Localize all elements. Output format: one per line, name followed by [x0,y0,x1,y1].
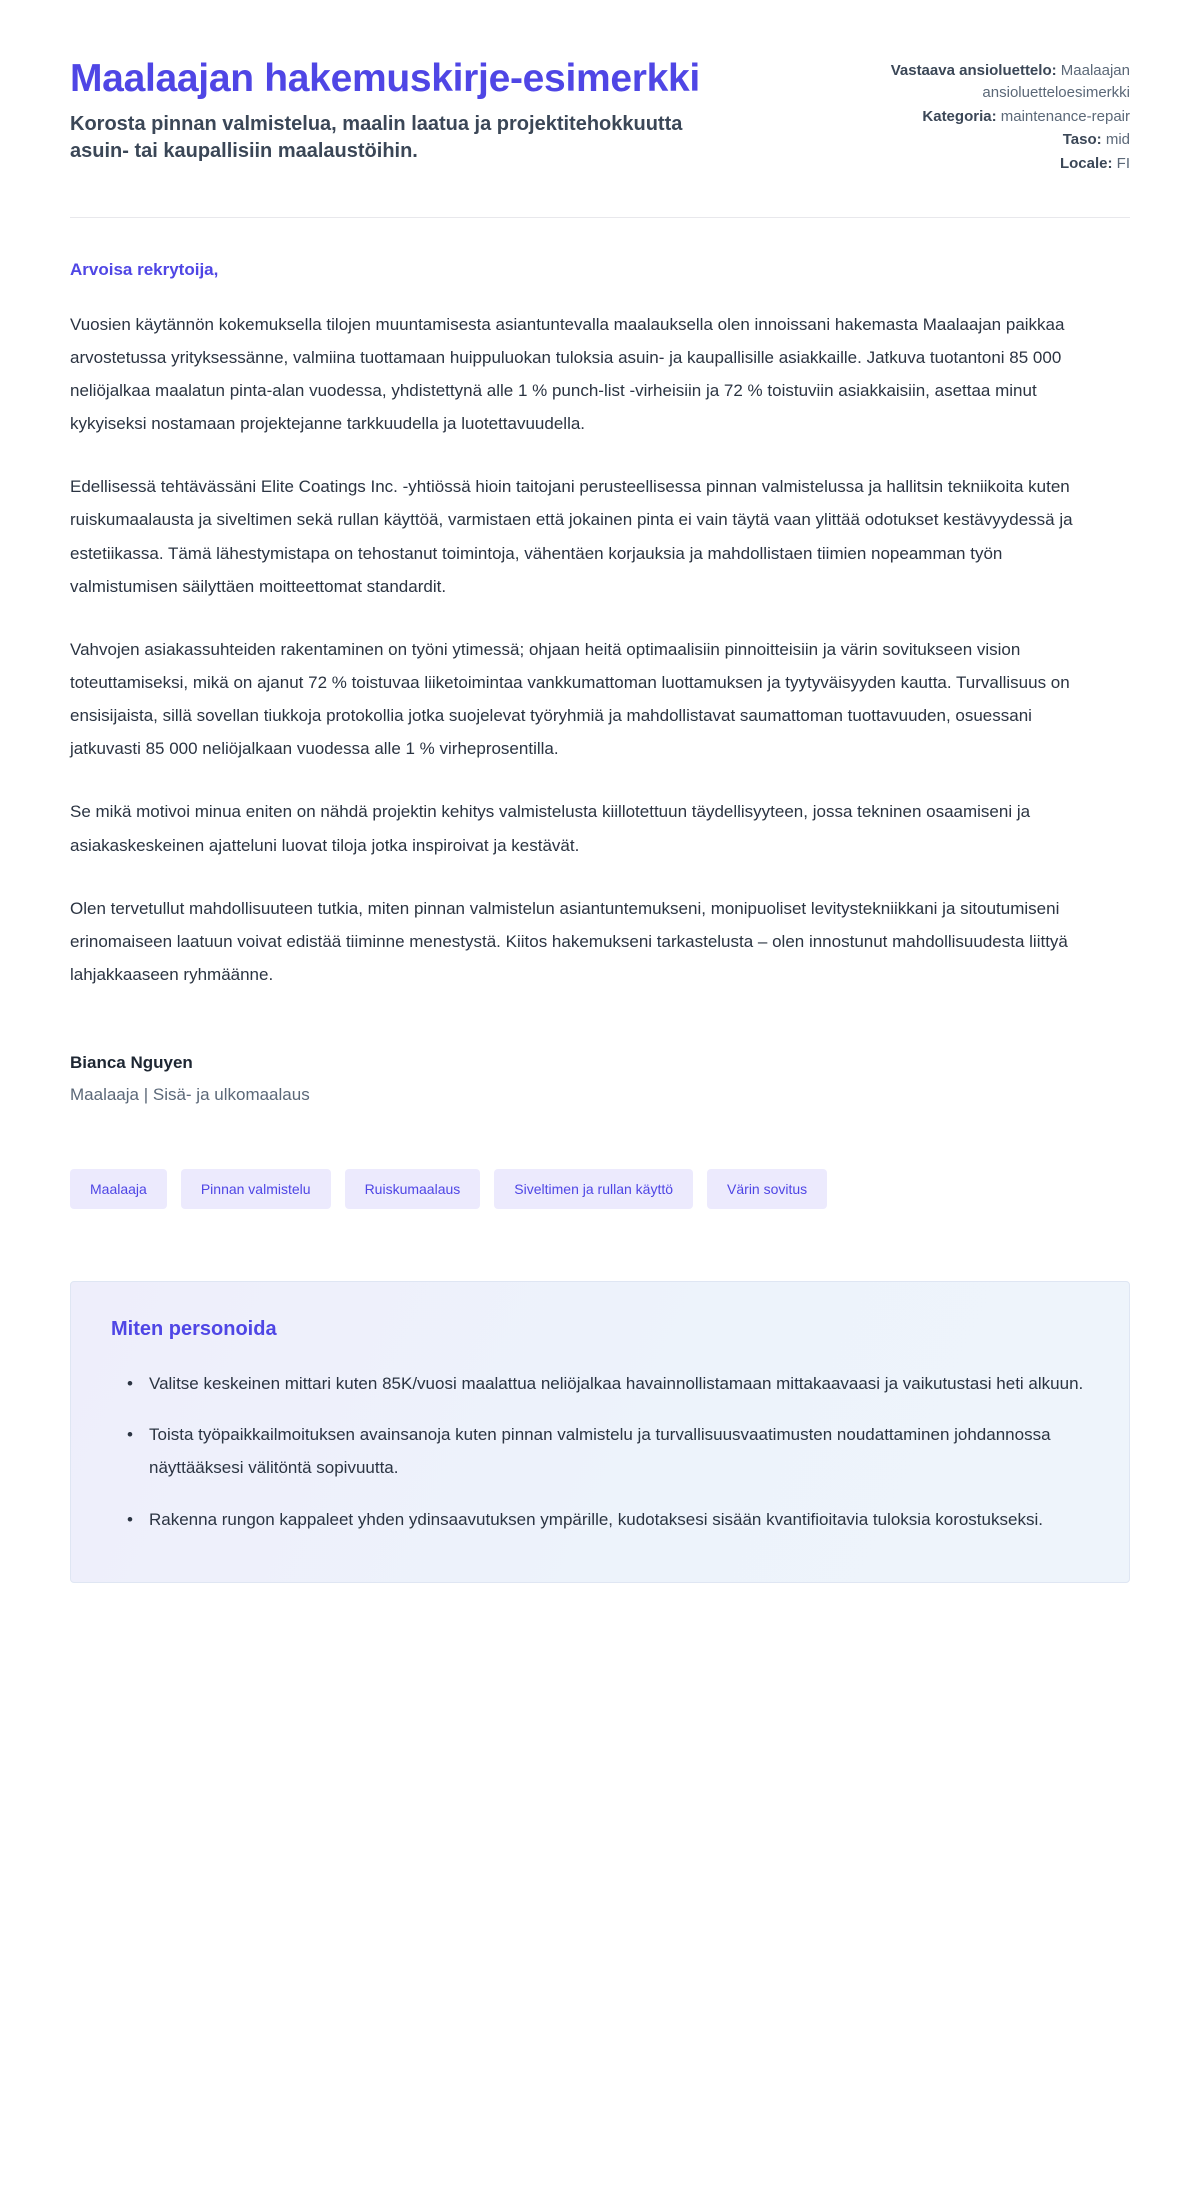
tips-list-item: • Valitse keskeinen mittari kuten 85K/vuosi maalattua neliöjalkaa havainnollistamaan mittakaavaasi ja vaikutustasi heti alkuun. [137,1367,1089,1400]
tips-panel-title: Miten personoida [111,1318,277,1341]
letter-paragraph: Edellisessä tehtävässäni Elite Coatings Inc. -yhtiössä hioin taitojani perusteellisessa pinnan valmistelussa ja hallitsin tekniikoita kuten ruiskumaalausta ja siveltimen sekä rullan käyttöä, varmistaen että jokainen pinta ei vain täytä vaan ylittää odotukset kestävyydessä ja estetiikassa. Tämä lähestymistapa on tehostanut toimintoja, vähentäen korjauksia ja mahdollistaen tiimien nopeamman työn valmistumisen säilyttäen moitteettomat standardit. [70,477,1073,596]
meta-label-related-resume: Vastaava ansioluettelo: [890,62,1057,79]
tips-list [111,1367,1089,1536]
meta-value-locale: FI [1116,155,1130,172]
document-header [70,56,1130,177]
page-title: Maalaajan hakemuskirje-esimerkki [70,57,700,100]
signature-role: Maalaaja | Sisä- ja ulkomaalaus [70,1085,310,1105]
tag-chip[interactable]: Ruiskumaalaus [345,1169,481,1209]
tag-chip[interactable]: Siveltimen ja rullan käyttö [494,1169,693,1209]
signature-block [70,1053,1130,1105]
personalization-tips-panel [70,1281,1130,1583]
letter-paragraph: Olen tervetullut mahdollisuuteen tutkia, miten pinnan valmistelun asiantuntemukseni, monipuoliset levitystekniikkani ja sitoutumiseni erinomaiseen laatuun voivat edistää tiiminne menestystä. Kiitos hakemukseni tarkastelusta – olen innostunut mahdollisuudesta liittyä lahjakkaaseen ryhmäänne. [70,898,1068,984]
tag-list [70,1169,1130,1209]
meta-value-level: mid [1105,131,1130,149]
meta-row-related-resume [890,60,1130,104]
letter-salutation: Arvoisa rekrytoija, [70,259,219,279]
meta-value-category: maintenance-repair [1000,107,1130,125]
tips-list-item: • Toista työpaikkailmoituksen avainsanoja kuten pinnan valmistelu ja turvallisuusvaatimusten noudattaminen johdannossa näyttääksesi välitöntä sopivuutta. [137,1418,1089,1484]
meta-row-category [890,106,1130,128]
meta-label-level: Taso: [1062,131,1102,149]
tips-list-item: • Rakenna rungon kappaleet yhden ydinsaavutuksen ympärille, kudotaksesi sisään kvantifioitavia tuloksia korostukseksi. [137,1503,1089,1536]
page-subtitle: Korosta pinnan valmistelua, maalin laatua ja projektitehokkuutta asuin- tai kaupallisiin maalaustöihin. [70,113,683,163]
signature-name: Bianca Nguyen [70,1053,193,1073]
tag-chip[interactable]: Pinnan valmistelu [181,1169,331,1209]
document-metadata [890,56,1130,177]
tag-chip[interactable]: Maalaaja [70,1169,167,1209]
tag-chip[interactable]: Värin sovitus [707,1169,827,1209]
letter-paragraph: Vuosien käytännön kokemuksella tilojen muuntamisesta asiantuntevalla maalauksella olen innoissani hakemasta Maalaajan paikkaa arvostetussa yrityksessänne, valmiina tuottamaan huippuluokan tuloksia asuin- ja kaupallisille asiakkaille. Jatkuva tuotantoni 85 000 neliöjalkaa maalatun pinta-alan vuodessa, yhdistettynä alle 1 % punch-list -virheisiin ja 72 % toistuviin asiakkaisiin, asettaa minut kykyiseksi nostamaan projektejanne tarkkuudella ja luotettavuudella. [70,314,1065,434]
cover-letter-body [70,218,1130,991]
meta-row-level [890,129,1130,151]
letter-paragraph: Se mikä motivoi minua eniten on nähdä projektin kehitys valmistelusta kiillotettuun täydellisyyteen, jossa tekninen osaamiseni ja asiakaskeskeinen ajatteluni luovat tiloja jotka inspiroivat ja kestävät. [70,802,1031,855]
meta-label-category: Kategoria: [922,107,997,125]
letter-paragraph: Vahvojen asiakassuhteiden rakentaminen on työni ytimessä; ohjaan heitä optimaalisiin pinnoitteisiin ja värin sovitukseen vision toteuttamiseksi, mikä on ajanut 72 % toistuvaa liiketoimintaa vankkumattoman luottamuksen ja tyytyväisyyden kautta. Turvallisuus on ensisijaista, sillä sovellan tiukkoja protokollia jotka suojelevat työryhmiä ja mahdollistavat saumattoman tuottavuuden, osuessani jatkuvasti 85 000 neliöjalkaan vuodessa alle 1 % virheprosentilla. [70,639,1070,759]
meta-label-locale: Locale: [1059,155,1113,172]
meta-value-related-resume: Maalaajan ansioluetteloesimerkki [982,62,1130,101]
meta-row-locale [890,153,1130,175]
header-title-block [70,56,750,165]
